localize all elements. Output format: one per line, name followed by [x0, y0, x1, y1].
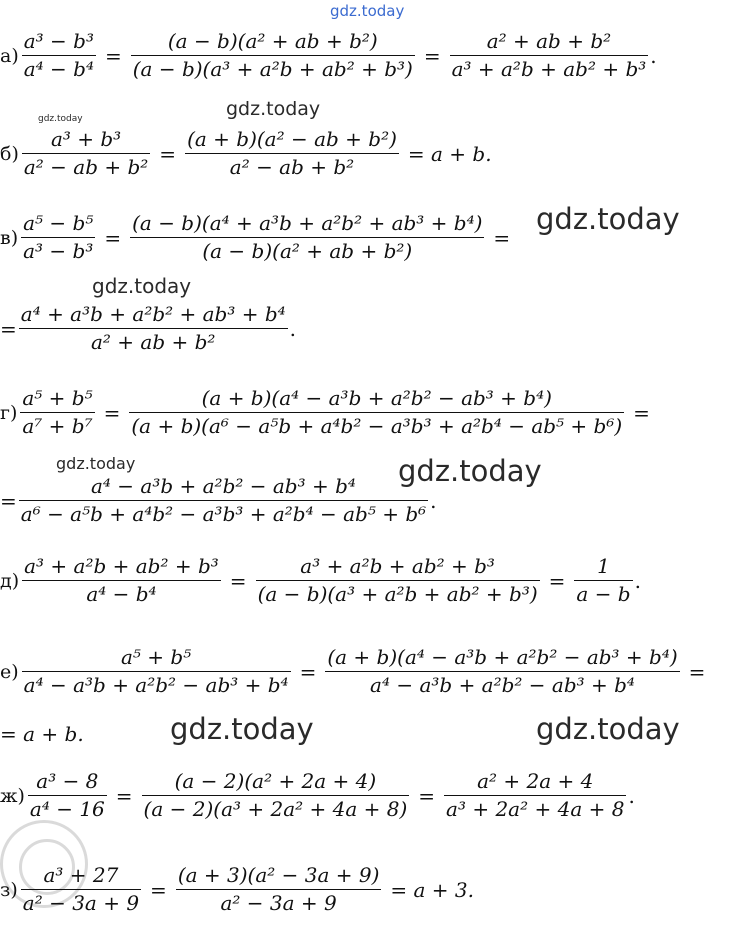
problem-label: з)	[0, 878, 18, 901]
fraction: $\frac{\text{a⁵ + b⁵}}{\text{a⁴ − a³b + a²b² − ab³ + b⁴}}$	[23, 645, 289, 698]
fraction: $\frac{\text{a⁵ − b⁵}}{\text{a³ − b³}}$	[23, 211, 94, 264]
fraction: $\frac{\text{(a + b)(a⁴ − a³b + a²b² − ab³ + b⁴)}}{\text{a⁴ − a³b + a²b² − ab³ + b⁴}}$	[327, 645, 678, 698]
problem-label: ж)	[0, 784, 25, 807]
watermark: gdz.today	[226, 98, 321, 120]
problem-label: а)	[0, 44, 19, 67]
fraction: $\frac{\text{a³ + b³}}{\text{a² − ab + b²}}$	[23, 127, 149, 180]
problem-zh: ж) $\frac{\text{a³ − 8}}{\text{a⁴ − 16}}$ = $\frac{\text{(a − 2)(a² + 2a + 4)}}{\text{(a − 2)(a³ + 2a² + 4a + 8)}}$ = $\frac{\text{a² + 2a + 4}}{\text{a³ + 2a² + 4a + 8}}$ .	[0, 769, 635, 822]
fraction: $\frac{\text{(a + b)(a⁴ − a³b + a²b² − ab³ + b⁴)}}{\text{(a + b)(a⁶ − a⁵b + a⁴b² − a³b³ + a²b⁴ − ab⁵ + b⁶)}}$	[131, 386, 623, 439]
fraction: $\frac{\text{(a + 3)(a² − 3a + 9)}}{\text{a² − 3a + 9}}$	[177, 863, 380, 916]
problem-label: г)	[0, 401, 18, 424]
watermark: gdz.today	[398, 454, 542, 488]
watermark: gdz.today	[536, 202, 680, 236]
watermark: gdz.today	[56, 454, 136, 473]
watermark: gdz.today	[92, 274, 192, 298]
problem-e: е) $\frac{\text{a⁵ + b⁵}}{\text{a⁴ − a³b + a²b² − ab³ + b⁴}}$ = $\frac{\text{(a + b)(a⁴ − a³b + a²b² − ab³ + b⁴)}}{\text{a⁴ − a³b + a²b² − ab³ + b⁴}}$ =	[0, 645, 706, 698]
watermark-small: gdz.today	[38, 114, 83, 124]
problem-d: д) $\frac{\text{a³ + a²b + ab² + b³}}{\text{a⁴ − b⁴}}$ = $\frac{\text{a³ + a²b + ab² + b³}}{\text{(a − b)(a³ + a²b + ab² + b³)}}$ = $\frac{1}{a - b}$ .	[0, 554, 641, 607]
fraction: $\frac{\text{(a + b)(a² − ab + b²)}}{\text{a² − ab + b²}}$	[187, 127, 397, 180]
problem-v: в) $\frac{\text{a⁵ − b⁵}}{\text{a³ − b³}}$ = $\frac{\text{(a − b)(a⁴ + a³b + a²b² + ab³ + b⁴)}}{\text{(a − b)(a² + ab + b²)}}$ =	[0, 211, 511, 264]
problem-b: б) $\frac{\text{a³ + b³}}{\text{a² − ab + b²}}$ = $\frac{\text{(a + b)(a² − ab + b²)}}{\text{a² − ab + b²}}$ = a + b.	[0, 127, 492, 180]
fraction: $\frac{\text{a⁴ + a³b + a²b² + ab³ + b⁴}}{\text{a² + ab + b²}}$	[20, 302, 286, 355]
fraction: $\frac{\text{a³ − 8}}{\text{a⁴ − 16}}$	[29, 769, 105, 822]
fraction: $\frac{\text{a⁵ + b⁵}}{\text{a⁷ + b⁷}}$	[22, 386, 93, 439]
problem-z: з) $\frac{\text{a³ + 27}}{\text{a² − 3a + 9}}$ = $\frac{\text{(a + 3)(a² − 3a + 9)}}{\text{a² − 3a + 9}}$ = a + 3.	[0, 863, 474, 916]
problem-e-continued: = a + b.	[0, 722, 84, 746]
fraction: $\frac{\text{a³ + a²b + ab² + b³}}{\text{(a − b)(a³ + a²b + ab² + b³)}}$	[257, 554, 538, 607]
watermark: gdz.today	[536, 712, 680, 746]
fraction: $\frac{1}{a - b}$	[576, 554, 631, 607]
fraction: $\frac{\text{(a − b)(a² + ab + b²)}}{\text{(a − b)(a³ + a²b + ab² + b³)}}$	[132, 29, 413, 82]
problem-label: д)	[0, 569, 20, 592]
fraction: $\frac{\text{a³ − b³}}{\text{a⁴ − b⁴}}$	[23, 29, 94, 82]
fraction: $\frac{\text{(a − b)(a⁴ + a³b + a²b² + ab³ + b⁴)}}{\text{(a − b)(a² + ab + b²)}}$	[132, 211, 483, 264]
watermark-top: gdz.today	[330, 2, 405, 20]
problem-label: б)	[0, 142, 19, 165]
problem-g-continued: = $\frac{\text{a⁴ − a³b + a²b² − ab³ + b⁴}}{\text{a⁶ − a⁵b + a⁴b² − a³b³ + a²b⁴ − ab⁵ + b⁶}}$ .	[0, 474, 437, 527]
watermark: gdz.today	[170, 712, 314, 746]
problem-label: в)	[0, 226, 19, 249]
problem-g: г) $\frac{\text{a⁵ + b⁵}}{\text{a⁷ + b⁷}}$ = $\frac{\text{(a + b)(a⁴ − a³b + a²b² − ab³ + b⁴)}}{\text{(a + b)(a⁶ − a⁵b + a⁴b² − a³b³ + a²b⁴ − ab⁵ + b⁶)}}$ =	[0, 386, 650, 439]
fraction: $\frac{\text{a² + 2a + 4}}{\text{a³ + 2a² + 4a + 8}}$	[446, 769, 625, 822]
fraction: $\frac{\text{a³ + a²b + ab² + b³}}{\text{a⁴ − b⁴}}$	[24, 554, 219, 607]
problem-a: а) $\frac{\text{a³ − b³}}{\text{a⁴ − b⁴}}$ = $\frac{\text{(a − b)(a² + ab + b²)}}{\text{(a − b)(a³ + a²b + ab² + b³)}}$ = $\frac{\text{a² + ab + b²}}{\text{a³ + a²b + ab² + b³}}$ .	[0, 29, 657, 82]
problem-label: е)	[0, 660, 19, 683]
fraction: $\frac{\text{(a − 2)(a² + 2a + 4)}}{\text{(a − 2)(a³ + 2a² + 4a + 8)}}$	[143, 769, 408, 822]
fraction: $\frac{\text{a² + ab + b²}}{\text{a³ + a²b + ab² + b³}}$	[451, 29, 647, 82]
fraction: $\frac{\text{a⁴ − a³b + a²b² − ab³ + b⁴}}{\text{a⁶ − a⁵b + a⁴b² − a³b³ + a²b⁴ − ab⁵ + b⁶}}$	[20, 474, 427, 527]
fraction: $\frac{\text{a³ + 27}}{\text{a² − 3a + 9}}$	[22, 863, 140, 916]
problem-v-continued: = $\frac{\text{a⁴ + a³b + a²b² + ab³ + b⁴}}{\text{a² + ab + b²}}$ .	[0, 302, 297, 355]
